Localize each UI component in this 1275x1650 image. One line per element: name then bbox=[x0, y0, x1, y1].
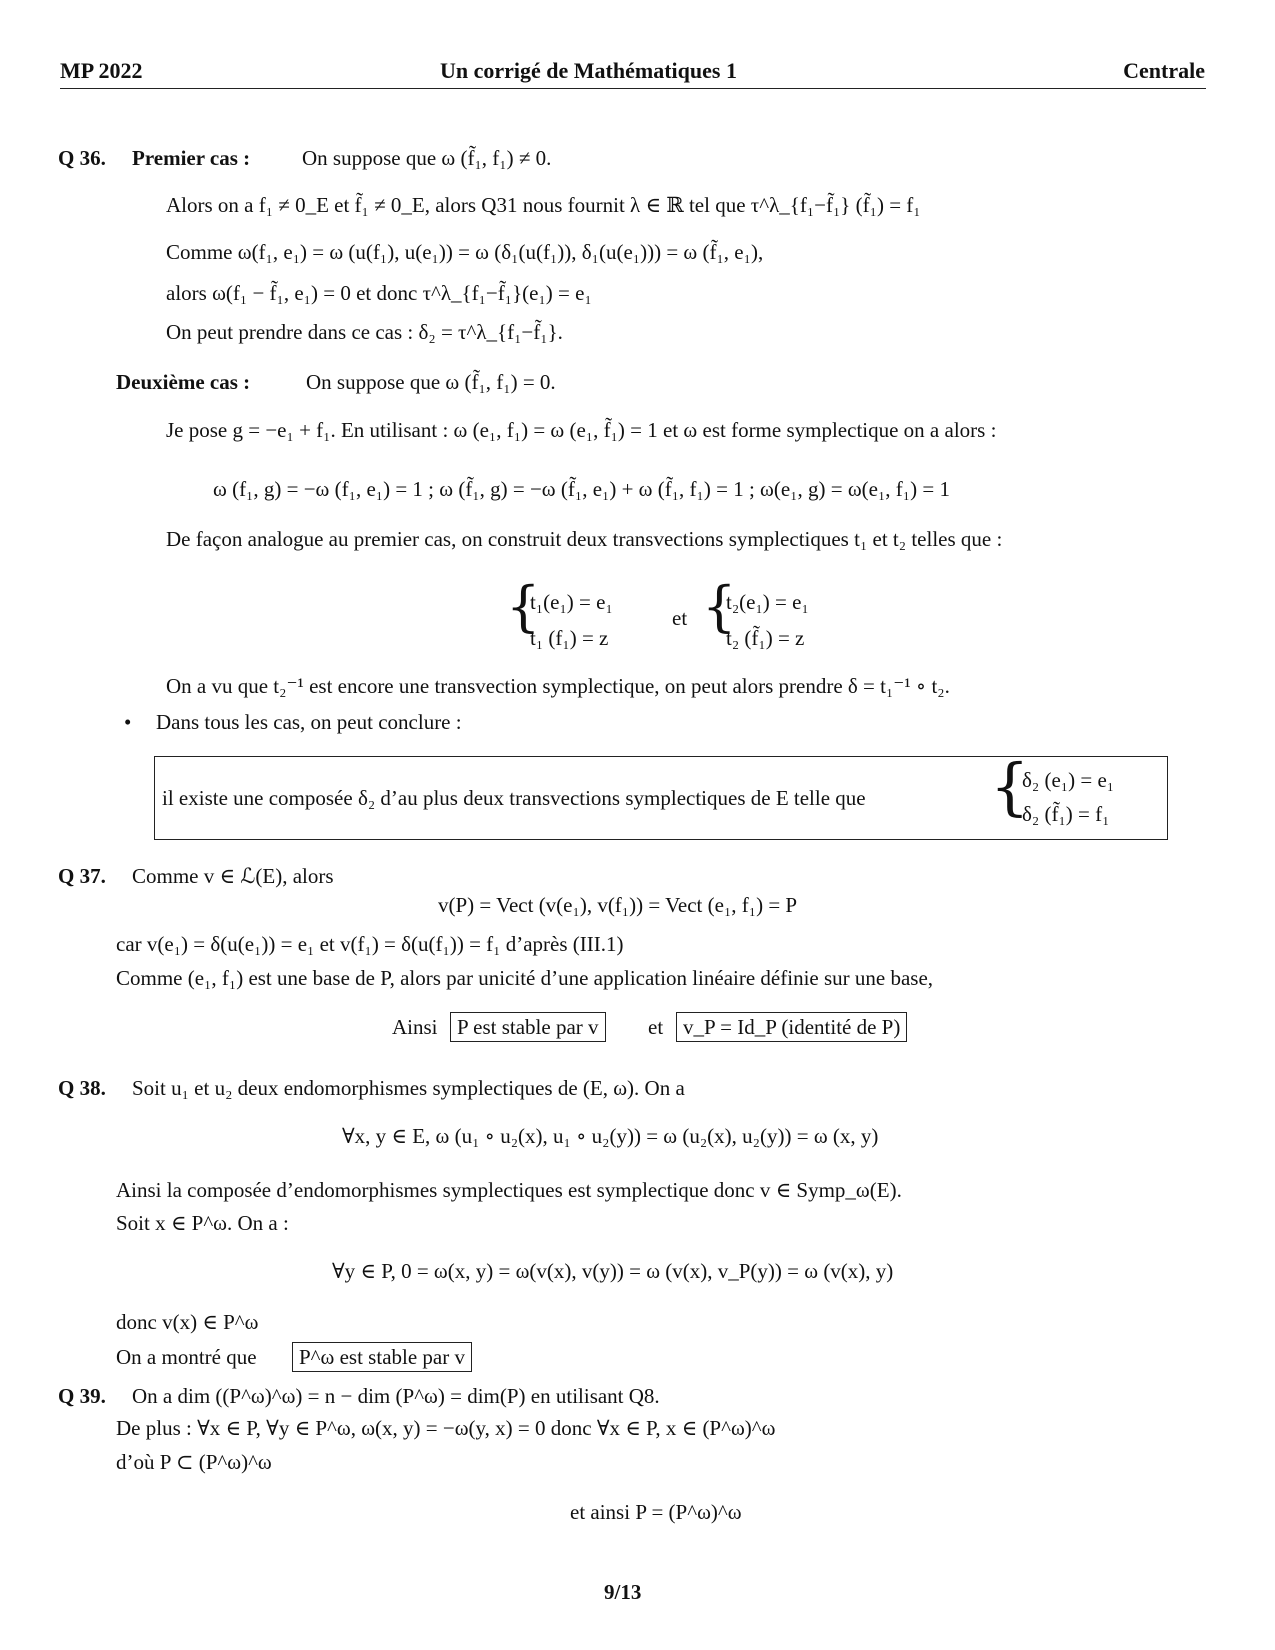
q39-label: Q 39. bbox=[58, 1384, 106, 1408]
q36-line-5: Je pose g = −e₁ + f₁. En utilisant : ω (e₁, f₁) = ω (e₁, f̃₁) = 1 et ω est forme symplectique on a alors : bbox=[166, 418, 997, 442]
q36-line-3: alors ω(f₁ − f̃₁, e₁) = 0 et donc τ^λ_{f₁−f̃₁}(e₁) = e₁ bbox=[166, 281, 592, 305]
left-brace-2: { bbox=[702, 575, 737, 638]
q39-line-1: On a dim ((P^ω)^ω) = n − dim (P^ω) = dim(P) en utilisant Q8. bbox=[132, 1384, 660, 1408]
q36-line-2: Comme ω(f₁, e₁) = ω (u(f₁), u(e₁)) = ω (δ₁(u(f₁)), δ₁(u(e₁))) = ω (f̃₁, e₁), bbox=[166, 240, 764, 264]
q38-label: Q 38. bbox=[58, 1076, 106, 1100]
conclusion-brace: { bbox=[990, 750, 1030, 823]
system-et: et bbox=[672, 606, 688, 630]
bullet-dot: • bbox=[124, 710, 132, 734]
q38-result-box: P^ω est stable par v bbox=[292, 1342, 472, 1372]
q37-result-box-1: P est stable par v bbox=[450, 1012, 606, 1042]
q36-bullet-text: Dans tous les cas, on peut conclure : bbox=[156, 710, 462, 734]
header-title: Un corrigé de Mathématiques 1 bbox=[440, 58, 737, 83]
q36-case1-line: On suppose que ω (f̃₁, f₁) ≠ 0. bbox=[302, 146, 552, 170]
q38-line-4: donc v(x) ∈ P^ω bbox=[116, 1310, 259, 1334]
system1-eq-a: t₁(e₁) = e₁ bbox=[530, 590, 613, 614]
q36-label: Q 36. bbox=[58, 146, 106, 170]
system2-eq-b: t₂ (f̃₁) = z bbox=[726, 626, 805, 650]
system2-eq-a: t₂(e₁) = e₁ bbox=[726, 590, 809, 614]
conclusion-text: il existe une composée δ₂ d’au plus deux transvections symplectiques de E telle que bbox=[162, 786, 866, 810]
q38-line-3: Soit x ∈ P^ω. On a : bbox=[116, 1211, 289, 1235]
q39-line-2: De plus : ∀x ∈ P, ∀y ∈ P^ω, ω(x, y) = −ω(y, x) = 0 donc ∀x ∈ P, x ∈ (P^ω)^ω bbox=[116, 1416, 776, 1440]
left-brace-1: { bbox=[506, 575, 541, 638]
q36-case2-title: Deuxième cas : bbox=[116, 370, 251, 394]
q37-label: Q 37. bbox=[58, 864, 106, 888]
q38-equation-1: ∀x, y ∈ E, ω (u₁ ∘ u₂(x), u₁ ∘ u₂(y)) = ω (u₂(x), u₂(y)) = ω (x, y) bbox=[342, 1124, 879, 1148]
q36-line-6: De façon analogue au premier cas, on construit deux transvections symplectiques t₁ et t₂ telles que : bbox=[166, 527, 1003, 551]
header-left: MP 2022 bbox=[60, 58, 143, 83]
system1-eq-b: t₁ (f₁) = z bbox=[530, 626, 609, 650]
q38-line-1: Soit u₁ et u₂ deux endomorphismes symplectiques de (E, ω). On a bbox=[132, 1076, 685, 1100]
q38-line-5: On a montré que bbox=[116, 1345, 257, 1369]
q39-line-4: et ainsi P = (P^ω)^ω bbox=[570, 1500, 742, 1524]
q37-et: et bbox=[648, 1015, 664, 1039]
q36-line-4: On peut prendre dans ce cas : δ₂ = τ^λ_{f₁−f̃₁}. bbox=[166, 320, 563, 344]
q37-result-box-2: v_P = Id_P (identité de P) bbox=[676, 1012, 907, 1042]
conclusion-eq-2: δ₂ (f̃₁) = f₁ bbox=[1022, 802, 1110, 826]
page-number: 9/13 bbox=[604, 1580, 642, 1604]
q36-case1-title: Premier cas : bbox=[132, 146, 251, 170]
q38-equation-2: ∀y ∈ P, 0 = ω(x, y) = ω(v(x), v(y)) = ω (v(x), v_P(y)) = ω (v(x), y) bbox=[332, 1259, 894, 1283]
q36-equation-1: ω (f₁, g) = −ω (f₁, e₁) = 1 ; ω (f̃₁, g) = −ω (f̃₁, e₁) + ω (f̃₁, f₁) = 1 ; ω(e₁, g) = ω(e₁, f₁) = 1 bbox=[213, 477, 950, 501]
q37-line-3: Comme (e₁, f₁) est une base de P, alors par unicité d’une application linéaire définie sur une base, bbox=[116, 966, 934, 990]
q36-line-1: Alors on a f₁ ≠ 0_E et f̃₁ ≠ 0_E, alors Q31 nous fournit λ ∈ ℝ tel que τ^λ_{f₁−f̃₁} (f̃₁) = f₁ bbox=[166, 193, 921, 217]
conclusion-eq-1: δ₂ (e₁) = e₁ bbox=[1022, 768, 1115, 792]
q37-line-2: car v(e₁) = δ(u(e₁)) = e₁ et v(f₁) = δ(u(f₁)) = f₁ d’après (III.1) bbox=[116, 932, 624, 956]
q39-line-3: d’où P ⊂ (P^ω)^ω bbox=[116, 1450, 272, 1474]
header-right: Centrale bbox=[1123, 58, 1205, 83]
q37-equation: v(P) = Vect (v(e₁), v(f₁)) = Vect (e₁, f₁) = P bbox=[438, 893, 798, 917]
q36-line-7: On a vu que t₂⁻¹ est encore une transvection symplectique, on peut alors prendre δ = t₁⁻¹ ∘ t₂. bbox=[166, 674, 950, 698]
q36-case2-line: On suppose que ω (f̃₁, f₁) = 0. bbox=[306, 370, 556, 394]
q37-line-1: Comme v ∈ ℒ(E), alors bbox=[132, 864, 334, 888]
q38-line-2: Ainsi la composée d’endomorphismes symplectiques est symplectique donc v ∈ Symp_ω(E). bbox=[116, 1178, 902, 1202]
header-rule bbox=[60, 88, 1206, 89]
q37-ainsi: Ainsi bbox=[392, 1015, 438, 1039]
